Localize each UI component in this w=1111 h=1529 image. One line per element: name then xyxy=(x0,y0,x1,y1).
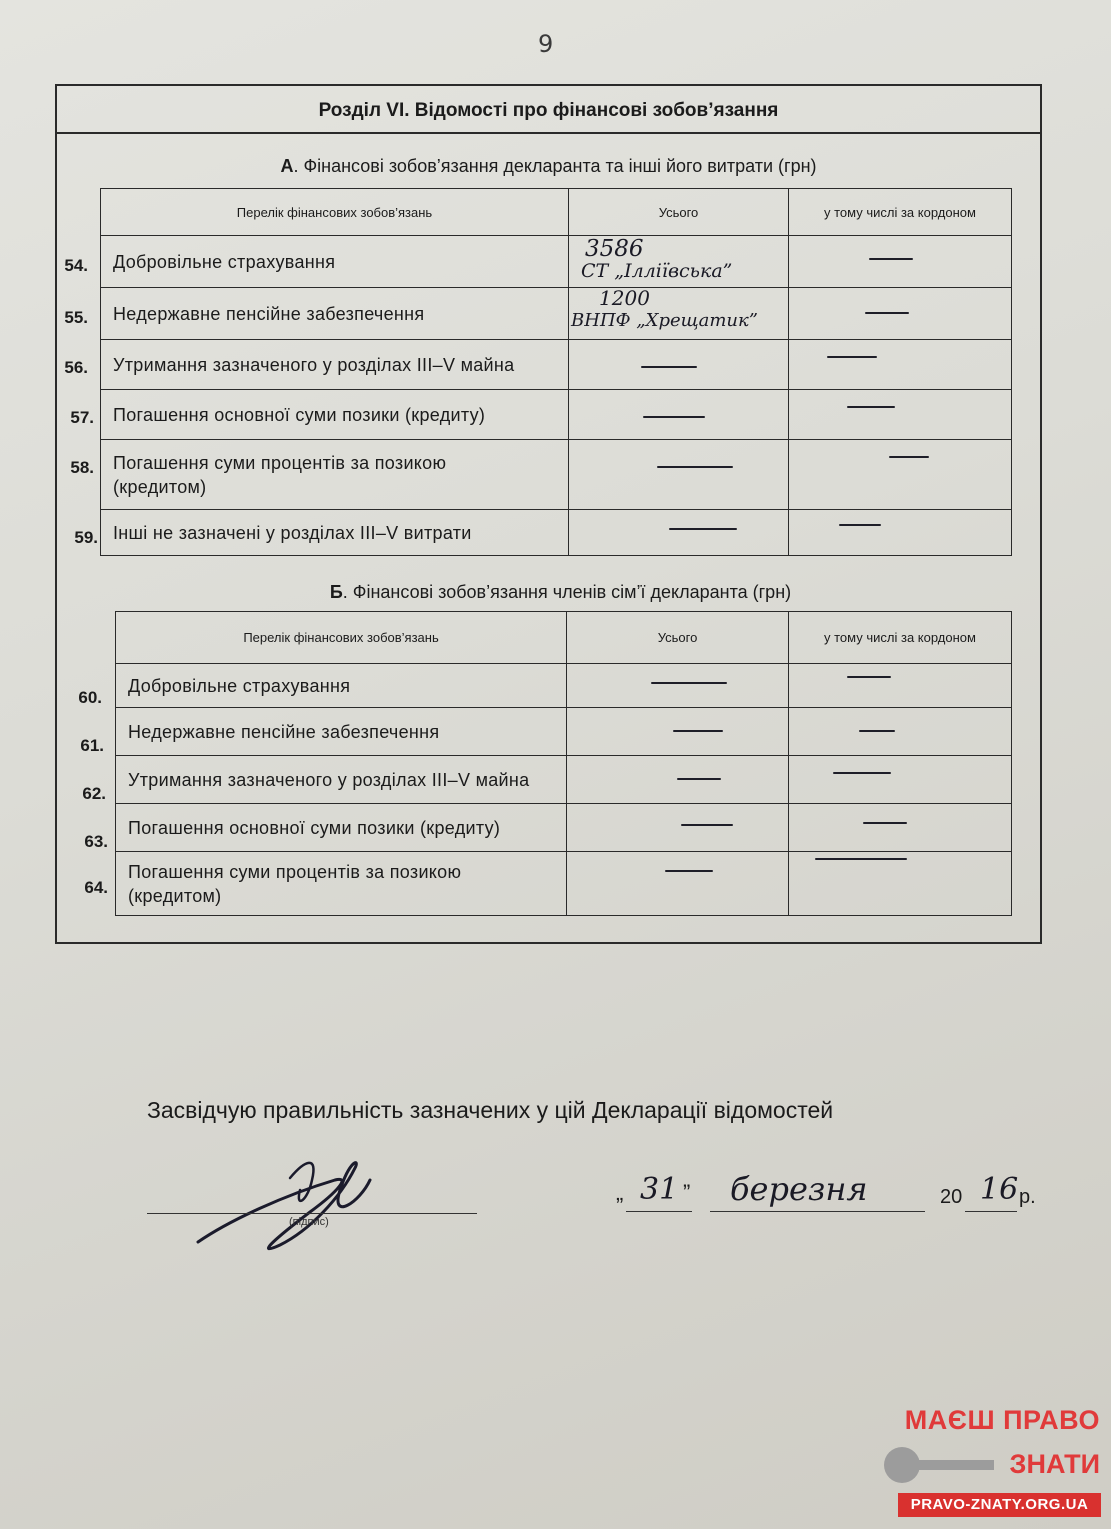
dash-mark xyxy=(847,676,891,678)
abroad-cell xyxy=(788,288,1011,340)
row-label: Добровільне страхування xyxy=(116,664,567,708)
abroad-cell xyxy=(788,440,1011,510)
dash-mark xyxy=(859,730,895,732)
row-label: Недержавне пенсійне забезпечення xyxy=(101,288,569,340)
row-label: Утримання зазначеного у розділах III–V майна xyxy=(101,340,569,390)
row-label: Погашення суми процентів за позикою (кредитом) xyxy=(116,852,567,916)
table-row xyxy=(101,510,1012,556)
header-total: Усього xyxy=(569,189,789,236)
dash-mark xyxy=(673,730,723,732)
table-row xyxy=(101,236,1012,288)
total-cell xyxy=(567,756,789,804)
signature-line xyxy=(147,1213,477,1214)
abroad-cell xyxy=(788,756,1011,804)
row-label: Утримання зазначеного у розділах III–V майна xyxy=(116,756,567,804)
dash-mark xyxy=(641,366,697,368)
header-abroad: у тому числі за кордоном xyxy=(788,612,1011,664)
abroad-cell xyxy=(788,340,1011,390)
total-cell xyxy=(567,804,789,852)
row-label: Добровільне страхування xyxy=(101,236,569,288)
row-label: Погашення суми процентів за позикою (кредитом) xyxy=(101,440,569,510)
header-obligations: Перелік фінансових зобов’язань xyxy=(101,189,569,236)
table-row xyxy=(101,440,1012,510)
date-open-quote: „ xyxy=(616,1180,624,1205)
row-number: 64. xyxy=(84,878,108,897)
dash-mark xyxy=(847,406,895,408)
table-row xyxy=(116,664,1012,708)
dash-mark xyxy=(677,778,721,780)
dash-mark xyxy=(839,524,881,526)
date-year-underline xyxy=(965,1211,1017,1212)
row-number: 56. xyxy=(64,358,88,377)
table-row xyxy=(116,852,1012,916)
dash-mark xyxy=(827,356,877,358)
date-year-suffix: 16 xyxy=(980,1172,1019,1207)
total-cell xyxy=(569,340,789,390)
handwritten-amount: 3586 xyxy=(585,236,644,262)
dash-mark xyxy=(889,456,929,458)
dash-mark xyxy=(681,824,733,826)
row-label: Недержавне пенсійне забезпечення xyxy=(116,708,567,756)
date-month: березня xyxy=(730,1170,868,1208)
row-number: 57. xyxy=(70,408,94,427)
key-icon xyxy=(884,1447,920,1483)
total-cell xyxy=(569,288,789,340)
date-month-underline xyxy=(710,1211,925,1212)
abroad-cell xyxy=(788,510,1011,556)
part-a-title: А. Фінансові зобов’язання декларанта та інші його витрати (грн) xyxy=(280,156,817,176)
row-number: 58. xyxy=(70,458,94,477)
header-total: Усього xyxy=(567,612,789,664)
watermark-line1: МАЄШ ПРАВО xyxy=(904,1405,1100,1435)
dash-mark xyxy=(833,772,891,774)
row-number: 63. xyxy=(84,832,108,851)
dash-mark xyxy=(643,416,705,418)
total-cell xyxy=(569,510,789,556)
total-cell xyxy=(569,440,789,510)
dash-mark xyxy=(865,312,909,314)
date-day: 31 xyxy=(640,1172,679,1207)
header-abroad: у тому числі за кордоном xyxy=(788,189,1011,236)
dash-mark xyxy=(669,528,737,530)
handwritten-note: ВНПФ „Хрещатик” xyxy=(571,310,758,331)
row-label: Погашення основної суми позики (кредиту) xyxy=(116,804,567,852)
row-number: 60. xyxy=(78,688,102,707)
row-label: Погашення основної суми позики (кредиту) xyxy=(101,390,569,440)
abroad-cell xyxy=(788,236,1011,288)
section-title: Розділ VI. Відомості про фінансові зобов’язання xyxy=(57,86,1040,134)
total-cell xyxy=(567,852,789,916)
date-day-underline xyxy=(626,1211,692,1212)
date-year-prefix: 20 xyxy=(940,1186,963,1208)
row-number: 62. xyxy=(82,784,106,803)
dash-mark xyxy=(869,258,913,260)
handwritten-amount: 1200 xyxy=(599,286,650,310)
date-year-unit: р. xyxy=(1019,1186,1036,1208)
dash-mark xyxy=(651,682,727,684)
abroad-cell xyxy=(788,664,1011,708)
dash-mark xyxy=(657,466,733,468)
header-obligations: Перелік фінансових зобов’язань xyxy=(116,612,567,664)
total-cell xyxy=(567,708,789,756)
date-close-quote: ” xyxy=(683,1180,691,1205)
total-cell xyxy=(569,236,789,288)
total-cell xyxy=(569,390,789,440)
row-number: 54. xyxy=(64,256,88,275)
handwritten-note: СТ „Ілліївська” xyxy=(581,260,733,282)
key-shaft-icon xyxy=(916,1460,994,1470)
signature xyxy=(190,1150,380,1265)
certification-text: Засвідчую правильність зазначених у цій Декларації відомостей xyxy=(147,1097,834,1123)
table-row xyxy=(101,390,1012,440)
part-b-title: Б. Фінансові зобов’язання членів сім’ї декларанта (грн) xyxy=(329,582,792,602)
table-row xyxy=(116,756,1012,804)
row-number: 59. xyxy=(74,528,98,547)
abroad-cell xyxy=(788,804,1011,852)
abroad-cell xyxy=(788,852,1011,916)
watermark-line2: ЗНАТИ xyxy=(1009,1449,1100,1479)
total-cell xyxy=(567,664,789,708)
watermark-url: PRAVO-ZNATY.ORG.UA xyxy=(898,1493,1101,1517)
table-row xyxy=(101,340,1012,390)
abroad-cell xyxy=(788,708,1011,756)
row-label: Інші не зазначені у розділах III–V витрати xyxy=(101,510,569,556)
table-row xyxy=(101,288,1012,340)
part-b-table xyxy=(115,611,1012,916)
part-a-table xyxy=(100,188,1012,556)
row-number: 61. xyxy=(80,736,104,755)
abroad-cell xyxy=(788,390,1011,440)
section-frame xyxy=(55,84,1042,944)
signature-label: (підпис) xyxy=(289,1216,329,1228)
row-number: 55. xyxy=(64,308,88,327)
dash-mark xyxy=(815,858,907,860)
table-row xyxy=(116,804,1012,852)
table-row xyxy=(116,708,1012,756)
dash-mark xyxy=(863,822,907,824)
dash-mark xyxy=(665,870,713,872)
page-number: 9 xyxy=(538,30,554,58)
